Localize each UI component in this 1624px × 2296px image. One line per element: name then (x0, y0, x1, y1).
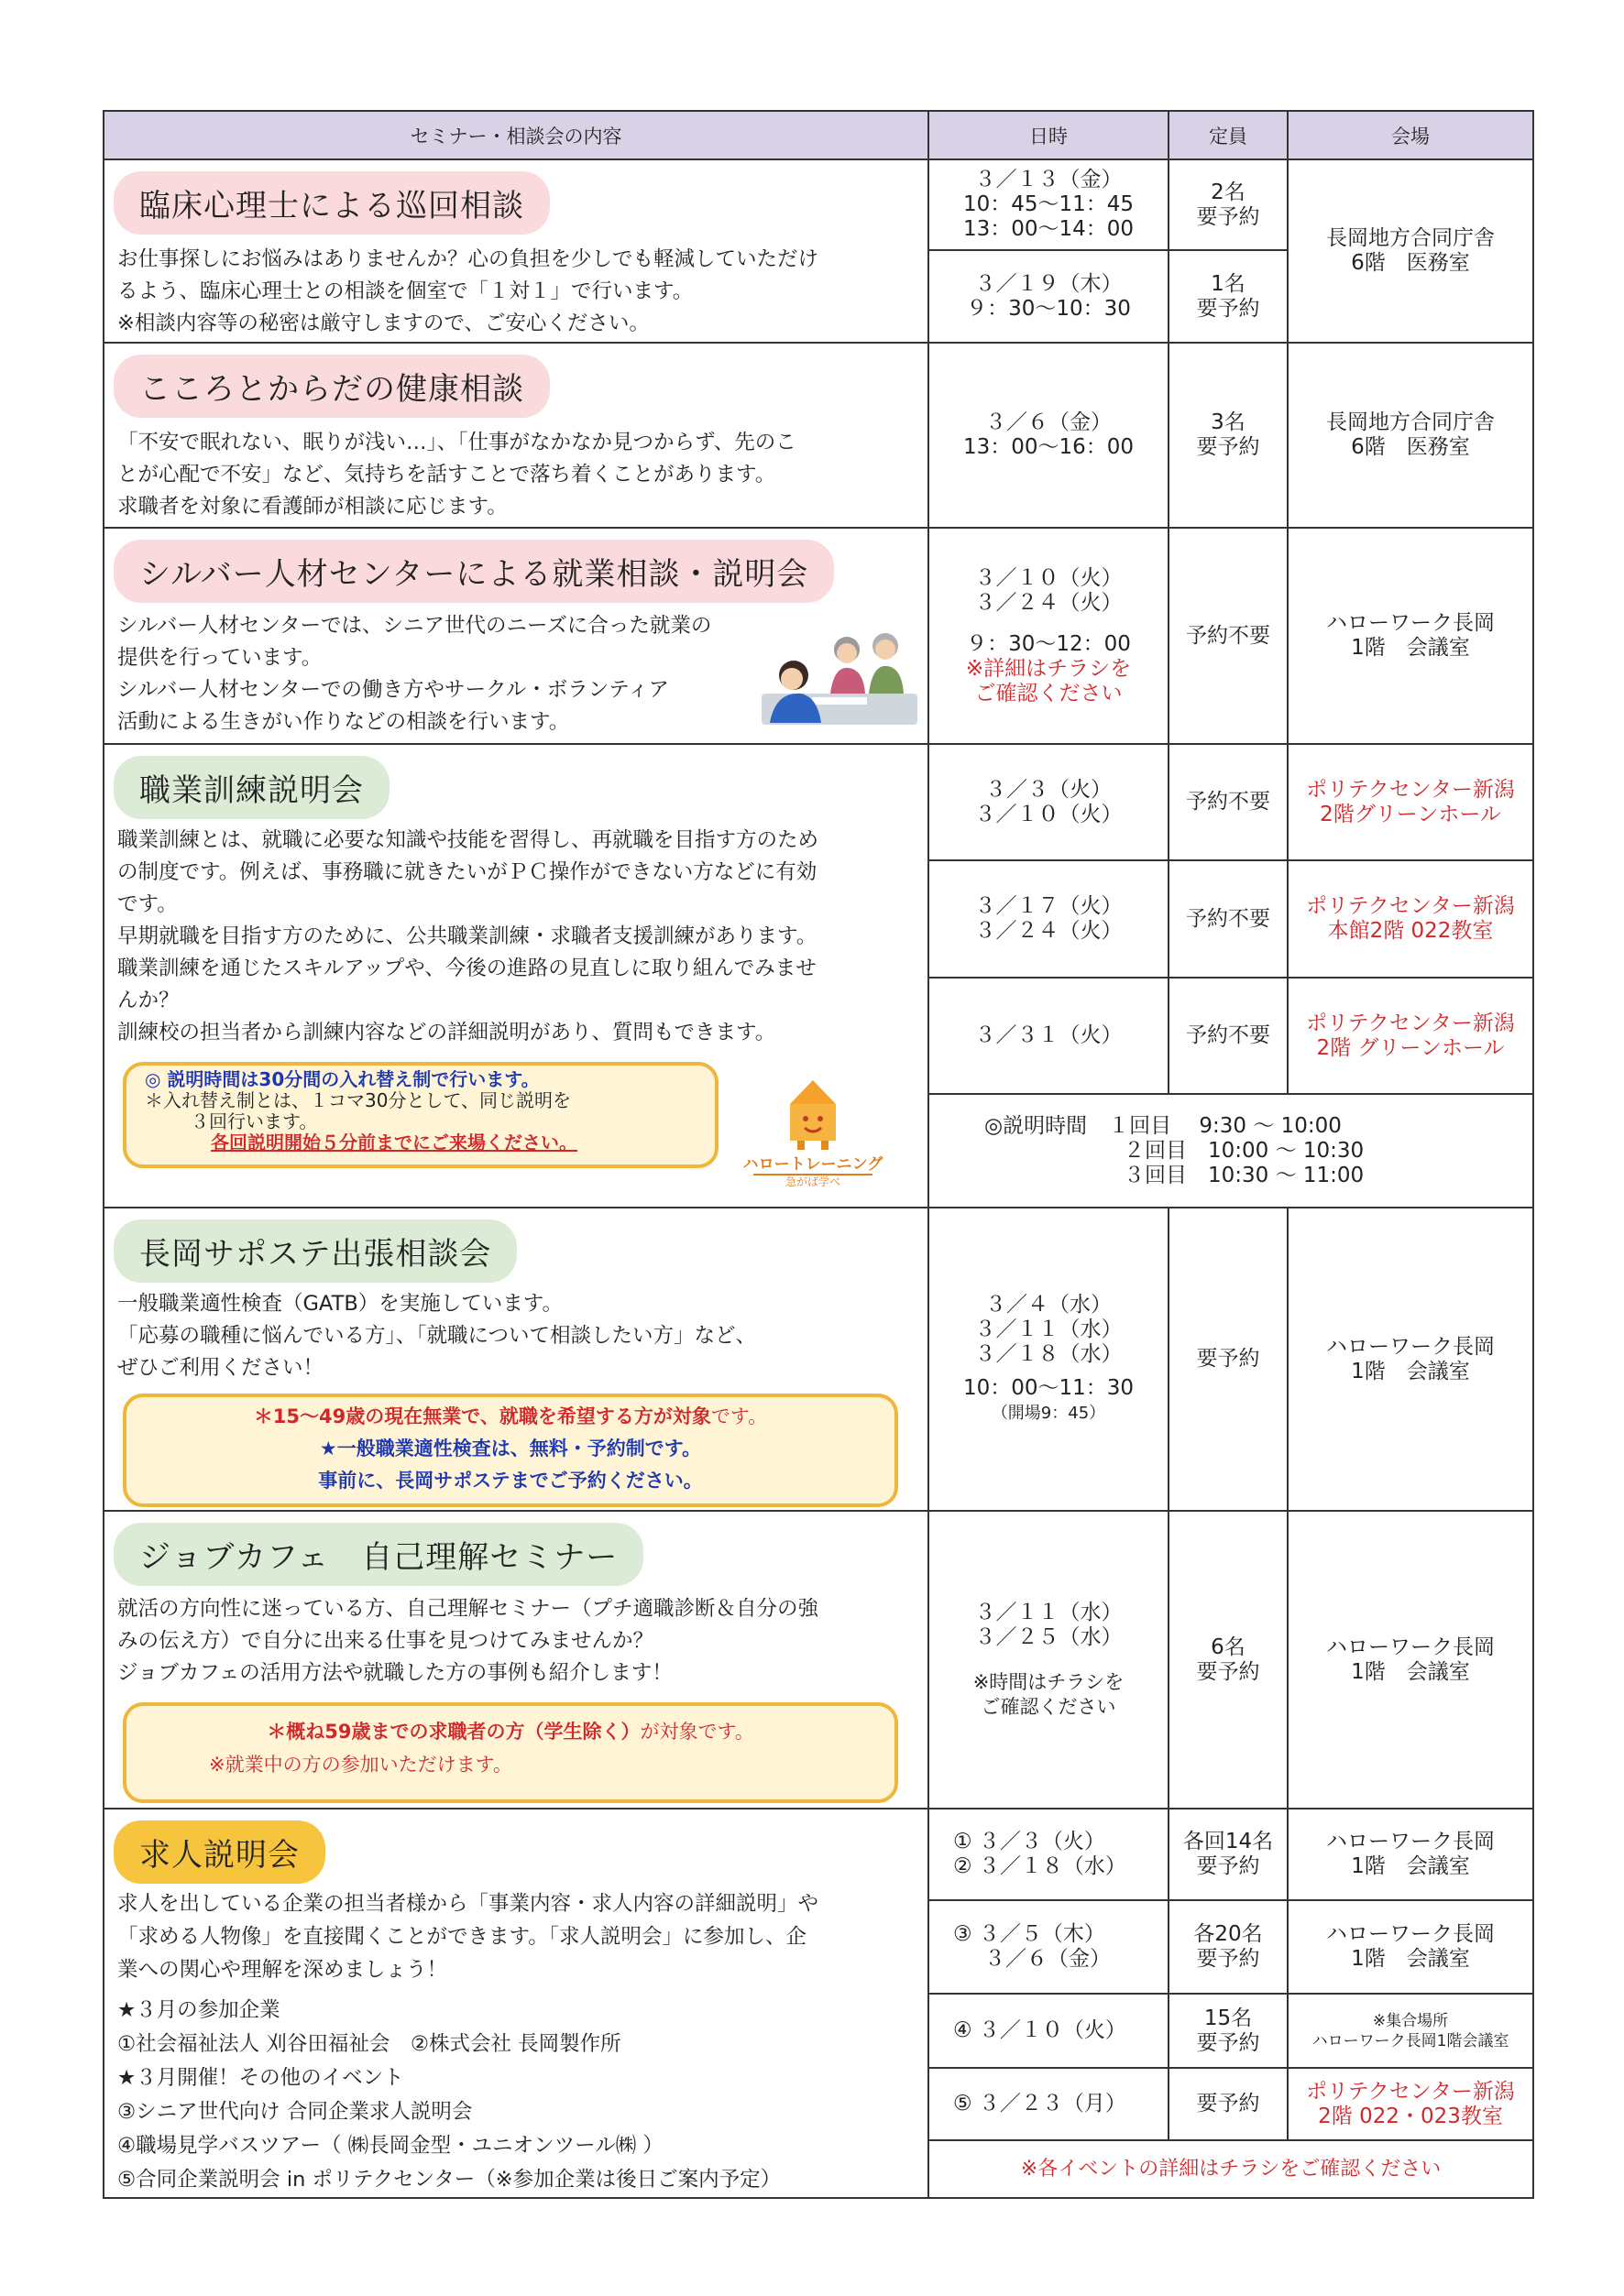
desc-line: ※相談内容等の秘密は厳守しますので、ご安心ください。 (117, 312, 650, 335)
date-cell (928, 978, 1169, 1094)
venue-room: 1階 会議室 (1351, 1947, 1470, 1972)
venue-text: ハローワーク長岡 (1326, 1635, 1495, 1659)
footer-note: ※各イベントの詳細はチラシをご確認ください (928, 2140, 1533, 2198)
desc-line: 「求める人物像」を直接聞くことができます。「求人説明会」に参加し、企 (117, 1925, 807, 1949)
venue-cell (1288, 744, 1533, 860)
venue-text: 長岡地方合同庁舎 (1326, 226, 1495, 250)
section-5-content (104, 1208, 928, 1511)
section-2-content (104, 343, 928, 528)
desc-line: るよう、臨床心理士との相談を個室で「１対１」で行います。 (117, 279, 694, 303)
event-list-item: ④職場見学バスツアー（ ㈱長岡金型・ユニオンツール㈱ ） (117, 2134, 664, 2158)
logo-subtext: 急がば学べ (753, 1174, 872, 1188)
capacity-text: 各回14名 (1182, 1830, 1274, 1854)
venue-cell (1288, 528, 1533, 744)
section-title: 臨床心理士による巡回相談 (114, 171, 550, 235)
desc-line: お仕事探しにお悩みはありませんか？心の負担を少しでも軽減していただけ (117, 247, 819, 271)
header-capacity: 定員 (1169, 111, 1288, 159)
pencil-mascot-icon (781, 1078, 845, 1152)
logo-text: ハロートレーニング (742, 1155, 883, 1174)
venue-room: 本館2階 022教室 (1327, 919, 1494, 943)
consultation-illustration (757, 622, 922, 732)
reservation-text: 要予約 (1196, 2030, 1260, 2055)
date-cell (928, 1900, 1169, 1994)
desc-line: みの伝え方）で自分に出来る仕事を見つけてみませんか？ (117, 1629, 654, 1653)
date-cell (928, 1208, 1169, 1511)
date-text: ３／６（金） (984, 1947, 1111, 1972)
notice-line: ※就業中の方の参加いただけます。 (209, 1754, 512, 1776)
capacity-cell (1169, 1809, 1288, 1900)
capacity-cell (1169, 159, 1288, 250)
notice-line: ＊入れ替え制とは、１コマ30分として、同じ説明を (145, 1089, 572, 1111)
notice-line: ＊概ね59歳までの求職者の方（学生除く） (267, 1721, 641, 1743)
capacity-text: 1名 (1211, 271, 1245, 296)
time-text: 13：00～14：00 (962, 217, 1135, 241)
venue-text: ハローワーク長岡 (1326, 1334, 1495, 1359)
venue-text: ハローワーク長岡 (1326, 611, 1495, 635)
capacity-text: 2名 (1211, 180, 1245, 204)
date-cell (928, 159, 1169, 250)
date-text: ３／１１（水） (974, 1600, 1123, 1624)
date-text: ３／２５（水） (974, 1624, 1123, 1649)
venue-room: 1階 会議室 (1351, 1659, 1470, 1684)
date-cell (928, 343, 1169, 528)
date-cell (928, 2068, 1169, 2140)
date-cell (928, 250, 1169, 343)
capacity-cell: 予約不要 (1169, 860, 1288, 978)
session-time: ◎説明時間 １回目 9:30 ～ 10:00 (984, 1113, 1342, 1138)
capacity-cell (1169, 1511, 1288, 1809)
notice-line: 各回説明開始５分前までにご来場ください。 (211, 1132, 577, 1153)
venue-text: ハローワーク長岡 (1326, 1830, 1495, 1854)
desc-line: 「応募の職種に悩んでいる方」、「就職について相談したい方」など、 (117, 1324, 757, 1348)
date-text: ② ３／１８（水） (953, 1854, 1126, 1879)
capacity-text: 15名 (1203, 2006, 1253, 2030)
event-list-item: ★３月開催！その他のイベント (117, 2066, 404, 2090)
section-4-content (104, 744, 928, 1208)
section-title: 職業訓練説明会 (114, 756, 390, 819)
event-list-item: ★３月の参加企業 (117, 1998, 280, 2022)
section-3-content (104, 528, 928, 744)
date-text: ③ ３／５（木） (953, 1922, 1105, 1947)
date-text: ３／４（水） (985, 1293, 1112, 1317)
date-text: ④ ３／１０（火） (953, 2018, 1126, 2043)
venue-cell (1288, 159, 1533, 343)
date-text: ３／２４（火） (974, 919, 1123, 943)
section-7-content (104, 1809, 928, 2198)
reservation-text: 要予約 (1196, 296, 1260, 321)
opening-time: （開場9：45） (991, 1404, 1106, 1423)
venue-room: 6階 医務室 (1351, 435, 1470, 459)
venue-cell (1288, 978, 1533, 1094)
date-note: ご確認ください (974, 681, 1123, 705)
notice-line: ３回行います。 (191, 1110, 318, 1132)
session-time: ３回目 10:30 ～ 11:00 (1124, 1163, 1365, 1187)
time-text: ９：30～10：30 (966, 296, 1131, 321)
date-text: ３／３１（火） (974, 1023, 1123, 1047)
notice-line: ◎ 説明時間は30分間の入れ替え制で行います。 (145, 1068, 540, 1090)
event-list-item: ①社会福祉法人 刈谷田福祉会 ②株式会社 長岡製作所 (117, 2032, 621, 2056)
desc-line: 一般職業適性検査（GATB）を実施しています。 (117, 1292, 563, 1316)
desc-line: 「不安で眠れない、眠りが浅い…」、「仕事がなかなか見つからず、先のこ (117, 431, 796, 454)
notice-box (123, 1062, 719, 1168)
date-note: ※詳細はチラシを (965, 656, 1132, 681)
capacity-cell (1169, 343, 1288, 528)
venue-text: ポリテクセンター新潟 (1306, 777, 1515, 802)
notice-line: 事前に、長岡サポステまでご予約ください。 (318, 1470, 703, 1492)
event-list-item: ⑤合同企業説明会 in ポリテクセンター（※参加企業は後日ご案内予定） (117, 2168, 782, 2192)
reservation-text: 要予約 (1196, 204, 1260, 229)
date-cell (928, 1511, 1169, 1809)
desc-line: んか？ (117, 989, 180, 1012)
session-times-cell (928, 1094, 1533, 1208)
capacity-cell: 予約不要 (1169, 744, 1288, 860)
section-1-content (104, 159, 928, 343)
section-title: 求人説明会 (114, 1820, 325, 1884)
notice-line: ★一般職業適性検査は、無料・予約制です。 (319, 1438, 702, 1460)
venue-text: ポリテクセンター新潟 (1306, 2079, 1515, 2104)
date-cell (928, 1994, 1169, 2068)
notice-line: ＊15～49歳の現在無業で、就職を希望する方が対象 (253, 1405, 711, 1427)
capacity-cell: 予約不要 (1169, 528, 1288, 744)
notice-box: ＊15～49歳の現在無業で、就職を希望する方が対象です。 ★一般職業適性検査は、無料・予約制です。 事前に、長岡サポステまでご予約ください。 (123, 1394, 898, 1507)
reservation-text: 要予約 (1196, 1854, 1260, 1879)
section-title: ジョブカフェ 自己理解セミナー (114, 1523, 643, 1586)
venue-cell (1288, 1900, 1533, 1994)
desc-line: ジョブカフェの活用方法や就職した方の事例も紹介します！ (117, 1661, 673, 1685)
desc-line: 職業訓練とは、就職に必要な知識や技能を習得し、再就職を目指す方のため (117, 828, 819, 852)
date-text: ３／１０（火） (974, 565, 1123, 590)
desc-line: 提供を行っています。 (117, 646, 323, 670)
reservation-text: 要予約 (1196, 435, 1260, 459)
event-list-item: ③シニア世代向け 合同企業求人説明会 (117, 2100, 473, 2124)
venue-text: ポリテクセンター新潟 (1306, 1011, 1515, 1035)
date-text: ３／１３（金） (974, 168, 1123, 191)
desc-line: ぜひご利用ください！ (117, 1356, 324, 1380)
date-text: ⑤ ３／２３（月） (953, 2092, 1126, 2116)
date-note: ※時間はチラシを (972, 1670, 1125, 1693)
section-6-content (104, 1511, 928, 1809)
venue-cell (1288, 343, 1533, 528)
desc-line: 訓練校の担当者から訓練内容などの詳細説明があり、質問もできます。 (117, 1021, 776, 1044)
desc-line: の制度です。例えば、事務職に就きたいがＰＣ操作ができない方などに有効 (117, 860, 817, 884)
desc-line: 活動による生きがい作りなどの相談を行います。 (117, 710, 570, 734)
capacity-text: 3名 (1211, 410, 1245, 434)
venue-text: ※集合場所 (1372, 2011, 1449, 2030)
capacity-text: 6名 (1211, 1635, 1245, 1659)
desc-line: シルバー人材センターでは、シニア世代のニーズに合った就業の (117, 614, 712, 638)
capacity-cell (1169, 1900, 1288, 1994)
section-title: シルバー人材センターによる就業相談・説明会 (114, 540, 834, 603)
time-text: 10：45～11：45 (962, 192, 1135, 216)
desc-line: 業への関心や理解を深めましょう！ (117, 1958, 448, 1982)
date-text: ３／１９（木） (974, 271, 1123, 296)
date-cell (928, 744, 1169, 860)
venue-room: 6階 医務室 (1351, 251, 1470, 275)
hello-training-logo (735, 1078, 891, 1188)
capacity-text: 各20名 (1193, 1922, 1263, 1947)
reservation-text: 要予約 (1196, 1947, 1260, 1972)
capacity-cell: 要予約 (1169, 2068, 1288, 2140)
venue-cell (1288, 1511, 1533, 1809)
venue-text: ハローワーク長岡 (1326, 1922, 1495, 1947)
venue-cell (1288, 2068, 1533, 2140)
seminar-table (103, 110, 1532, 2199)
venue-text: ポリテクセンター新潟 (1306, 894, 1515, 918)
desc-line: 職業訓練を通じたスキルアップや、今後の進路の見直しに取り組んでみませ (117, 957, 817, 980)
date-text: ① ３／３（火） (953, 1830, 1105, 1854)
capacity-cell (1169, 1994, 1288, 2068)
notice-box: ＊概ね59歳までの求職者の方（学生除く）が対象です。 ※就業中の方の参加いただけます。 (123, 1702, 898, 1803)
date-cell (928, 860, 1169, 978)
venue-cell (1288, 860, 1533, 978)
venue-room: 1階 会議室 (1351, 1359, 1470, 1383)
date-text: ３／１７（火） (974, 894, 1123, 918)
venue-cell (1288, 1809, 1533, 1900)
venue-room: 2階グリーンホール (1320, 802, 1501, 826)
date-text: ３／１８（水） (974, 1342, 1123, 1366)
header-content: セミナー・相談会の内容 (104, 111, 928, 159)
date-text: ３／２４（火） (974, 590, 1123, 615)
date-text: ３／１０（火） (974, 802, 1123, 826)
section-title: こころとからだの健康相談 (114, 355, 550, 418)
desc-line: 早期就職を目指す方のために、公共職業訓練・求職者支援訓練があります。 (117, 924, 817, 948)
session-time: ２回目 10:00 ～ 10:30 (1124, 1138, 1365, 1163)
venue-cell (1288, 1994, 1533, 2068)
date-text: ３／６（金） (985, 410, 1112, 434)
header-datetime: 日時 (928, 111, 1169, 159)
venue-room: ハローワーク長岡1階会議室 (1311, 2031, 1509, 2050)
date-cell (928, 1809, 1169, 1900)
date-text: ３／３（火） (985, 777, 1112, 802)
capacity-cell: 要予約 (1169, 1208, 1288, 1511)
capacity-cell (1169, 250, 1288, 343)
venue-cell (1288, 1208, 1533, 1511)
time-text: 13：00～16：00 (962, 435, 1135, 459)
desc-line: とが心配で不安」など、気持ちを話すことで落ち着くことがあります。 (117, 463, 776, 487)
venue-room: 1階 会議室 (1351, 636, 1470, 660)
venue-text: 長岡地方合同庁舎 (1326, 410, 1495, 434)
venue-room: 1階 会議室 (1351, 1854, 1470, 1879)
section-title: 長岡サポステ出張相談会 (114, 1219, 517, 1283)
venue-room: 2階 グリーンホール (1316, 1035, 1505, 1060)
time-text: ９：30～12：00 (966, 631, 1131, 656)
desc-line: 求職者を対象に看護師が相談に応じます。 (117, 495, 508, 519)
header-venue: 会場 (1288, 111, 1533, 159)
time-text: 10：00～11：30 (962, 1376, 1135, 1400)
table-header (104, 111, 1533, 159)
capacity-cell: 予約不要 (1169, 978, 1288, 1094)
desc-line: 求人を出している企業の担当者様から「事業内容・求人内容の詳細説明」や (117, 1892, 819, 1916)
date-note: ご確認ください (981, 1695, 1116, 1718)
desc-line: シルバー人材センターでの働き方やサークル・ボランティア (117, 678, 669, 702)
reservation-text: 要予約 (1196, 1659, 1260, 1684)
desc-line: です。 (117, 892, 178, 916)
desc-line: 就活の方向性に迷っている方、自己理解セミナー（プチ適職診断＆自分の強 (117, 1597, 819, 1621)
date-cell (928, 528, 1169, 744)
venue-room: 2階 022・023教室 (1318, 2104, 1503, 2128)
date-text: ３／１１（水） (974, 1317, 1123, 1341)
